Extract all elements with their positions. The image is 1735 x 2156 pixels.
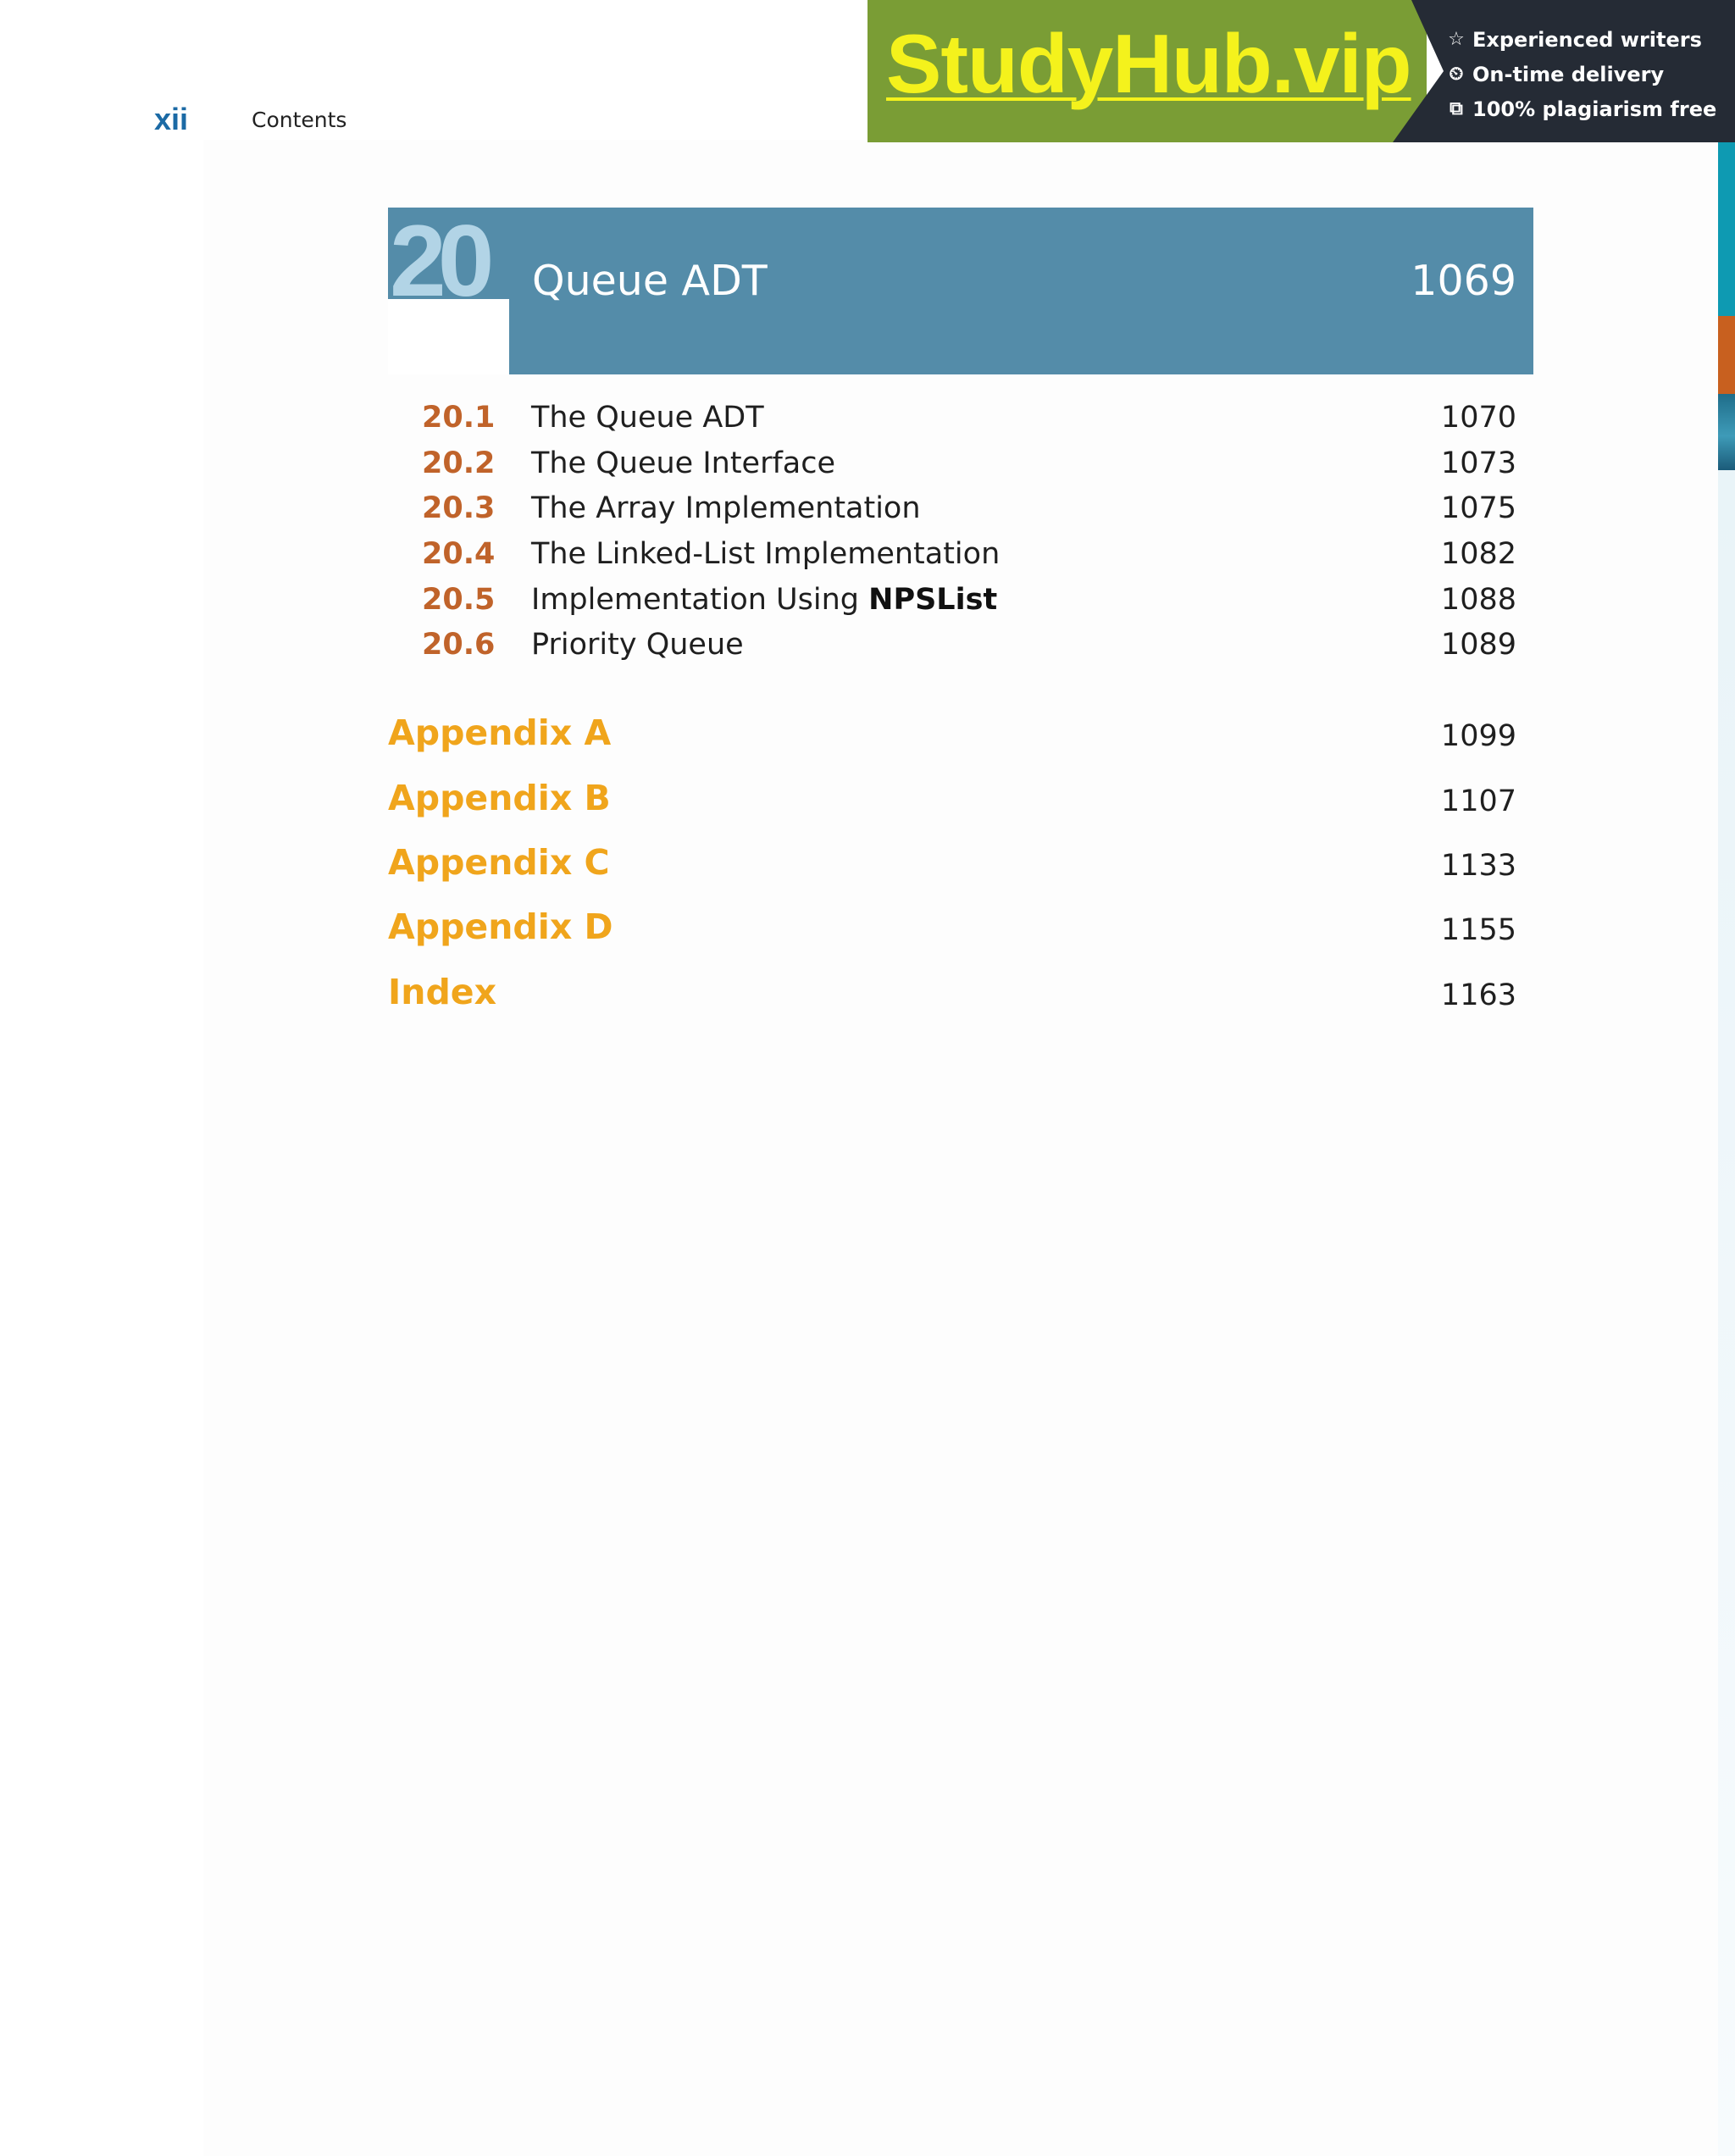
back-matter-label: Appendix A [388, 712, 612, 753]
back-matter-label: Index [388, 972, 497, 1012]
chapter-heading[interactable] [388, 204, 1533, 374]
back-matter-page: 1099 [1440, 719, 1516, 753]
banner-perk-text: 100% plagiarism free [1472, 97, 1717, 121]
back-matter-label: Appendix B [388, 778, 611, 818]
back-matter-label: Appendix D [388, 906, 613, 947]
section-title: The Linked-List Implementation [531, 537, 1001, 571]
section-number: 20.3 [422, 491, 496, 525]
toc-section-row[interactable] [422, 583, 1516, 629]
banner-perks-list [1445, 22, 1716, 126]
section-title: Implementation Using NPSList [531, 583, 998, 617]
chapter-page: 1069 [1411, 257, 1516, 305]
section-number: 20.4 [422, 537, 496, 571]
banner-perk [1445, 57, 1716, 91]
back-matter-label: Appendix C [388, 842, 610, 883]
section-page: 1070 [1440, 401, 1516, 435]
toc-section-row[interactable] [422, 401, 1516, 446]
edge-tab-teal [1718, 142, 1735, 316]
section-title: The Queue Interface [531, 446, 836, 480]
page-edge-strip [1718, 142, 1735, 2156]
running-header-section: Contents [252, 108, 347, 132]
banner-perk [1445, 91, 1716, 126]
back-matter-page: 1155 [1440, 913, 1516, 947]
edge-tab-blue [1718, 394, 1735, 470]
section-number: 20.6 [422, 628, 496, 662]
star-icon: ☆ [1448, 29, 1465, 50]
section-title: The Queue ADT [531, 401, 764, 435]
chapter-title: Queue ADT [532, 257, 768, 305]
section-title: The Array Implementation [531, 491, 921, 525]
back-matter-page: 1107 [1440, 784, 1516, 818]
chapter-number: 20 [390, 204, 486, 318]
section-page: 1075 [1440, 491, 1516, 525]
section-page: 1088 [1440, 583, 1516, 617]
banner-perk-text: Experienced writers [1472, 27, 1702, 52]
toc-section-row[interactable] [422, 491, 1516, 537]
back-matter-page: 1133 [1440, 849, 1516, 883]
section-number: 20.2 [422, 446, 496, 480]
back-matter-page: 1163 [1440, 978, 1516, 1012]
section-title: Priority Queue [531, 628, 744, 662]
banner-brand-link[interactable]: StudyHub.vip [886, 17, 1411, 110]
toc-appendix-b-row[interactable] [388, 778, 1516, 834]
copy-icon: ⧉ [1450, 98, 1463, 119]
running-header-page-number: xii [154, 102, 189, 136]
toc-appendix-a-row[interactable] [388, 712, 1516, 768]
toc-appendix-c-row[interactable] [388, 842, 1516, 898]
section-number: 20.5 [422, 583, 496, 617]
ad-banner[interactable] [868, 0, 1735, 142]
clock-icon: ⏲ [1449, 64, 1464, 85]
section-page: 1089 [1440, 628, 1516, 662]
toc-section-row[interactable] [422, 628, 1516, 673]
section-page: 1082 [1440, 537, 1516, 571]
banner-perk [1445, 22, 1716, 57]
section-number: 20.1 [422, 401, 496, 435]
banner-perk-text: On-time delivery [1472, 62, 1665, 86]
toc-appendix-d-row[interactable] [388, 906, 1516, 962]
section-page: 1073 [1440, 446, 1516, 480]
edge-tab-orange [1718, 316, 1735, 394]
toc-index-row[interactable] [388, 972, 1516, 1028]
toc-section-row[interactable] [422, 537, 1516, 583]
toc-section-row[interactable] [422, 446, 1516, 492]
